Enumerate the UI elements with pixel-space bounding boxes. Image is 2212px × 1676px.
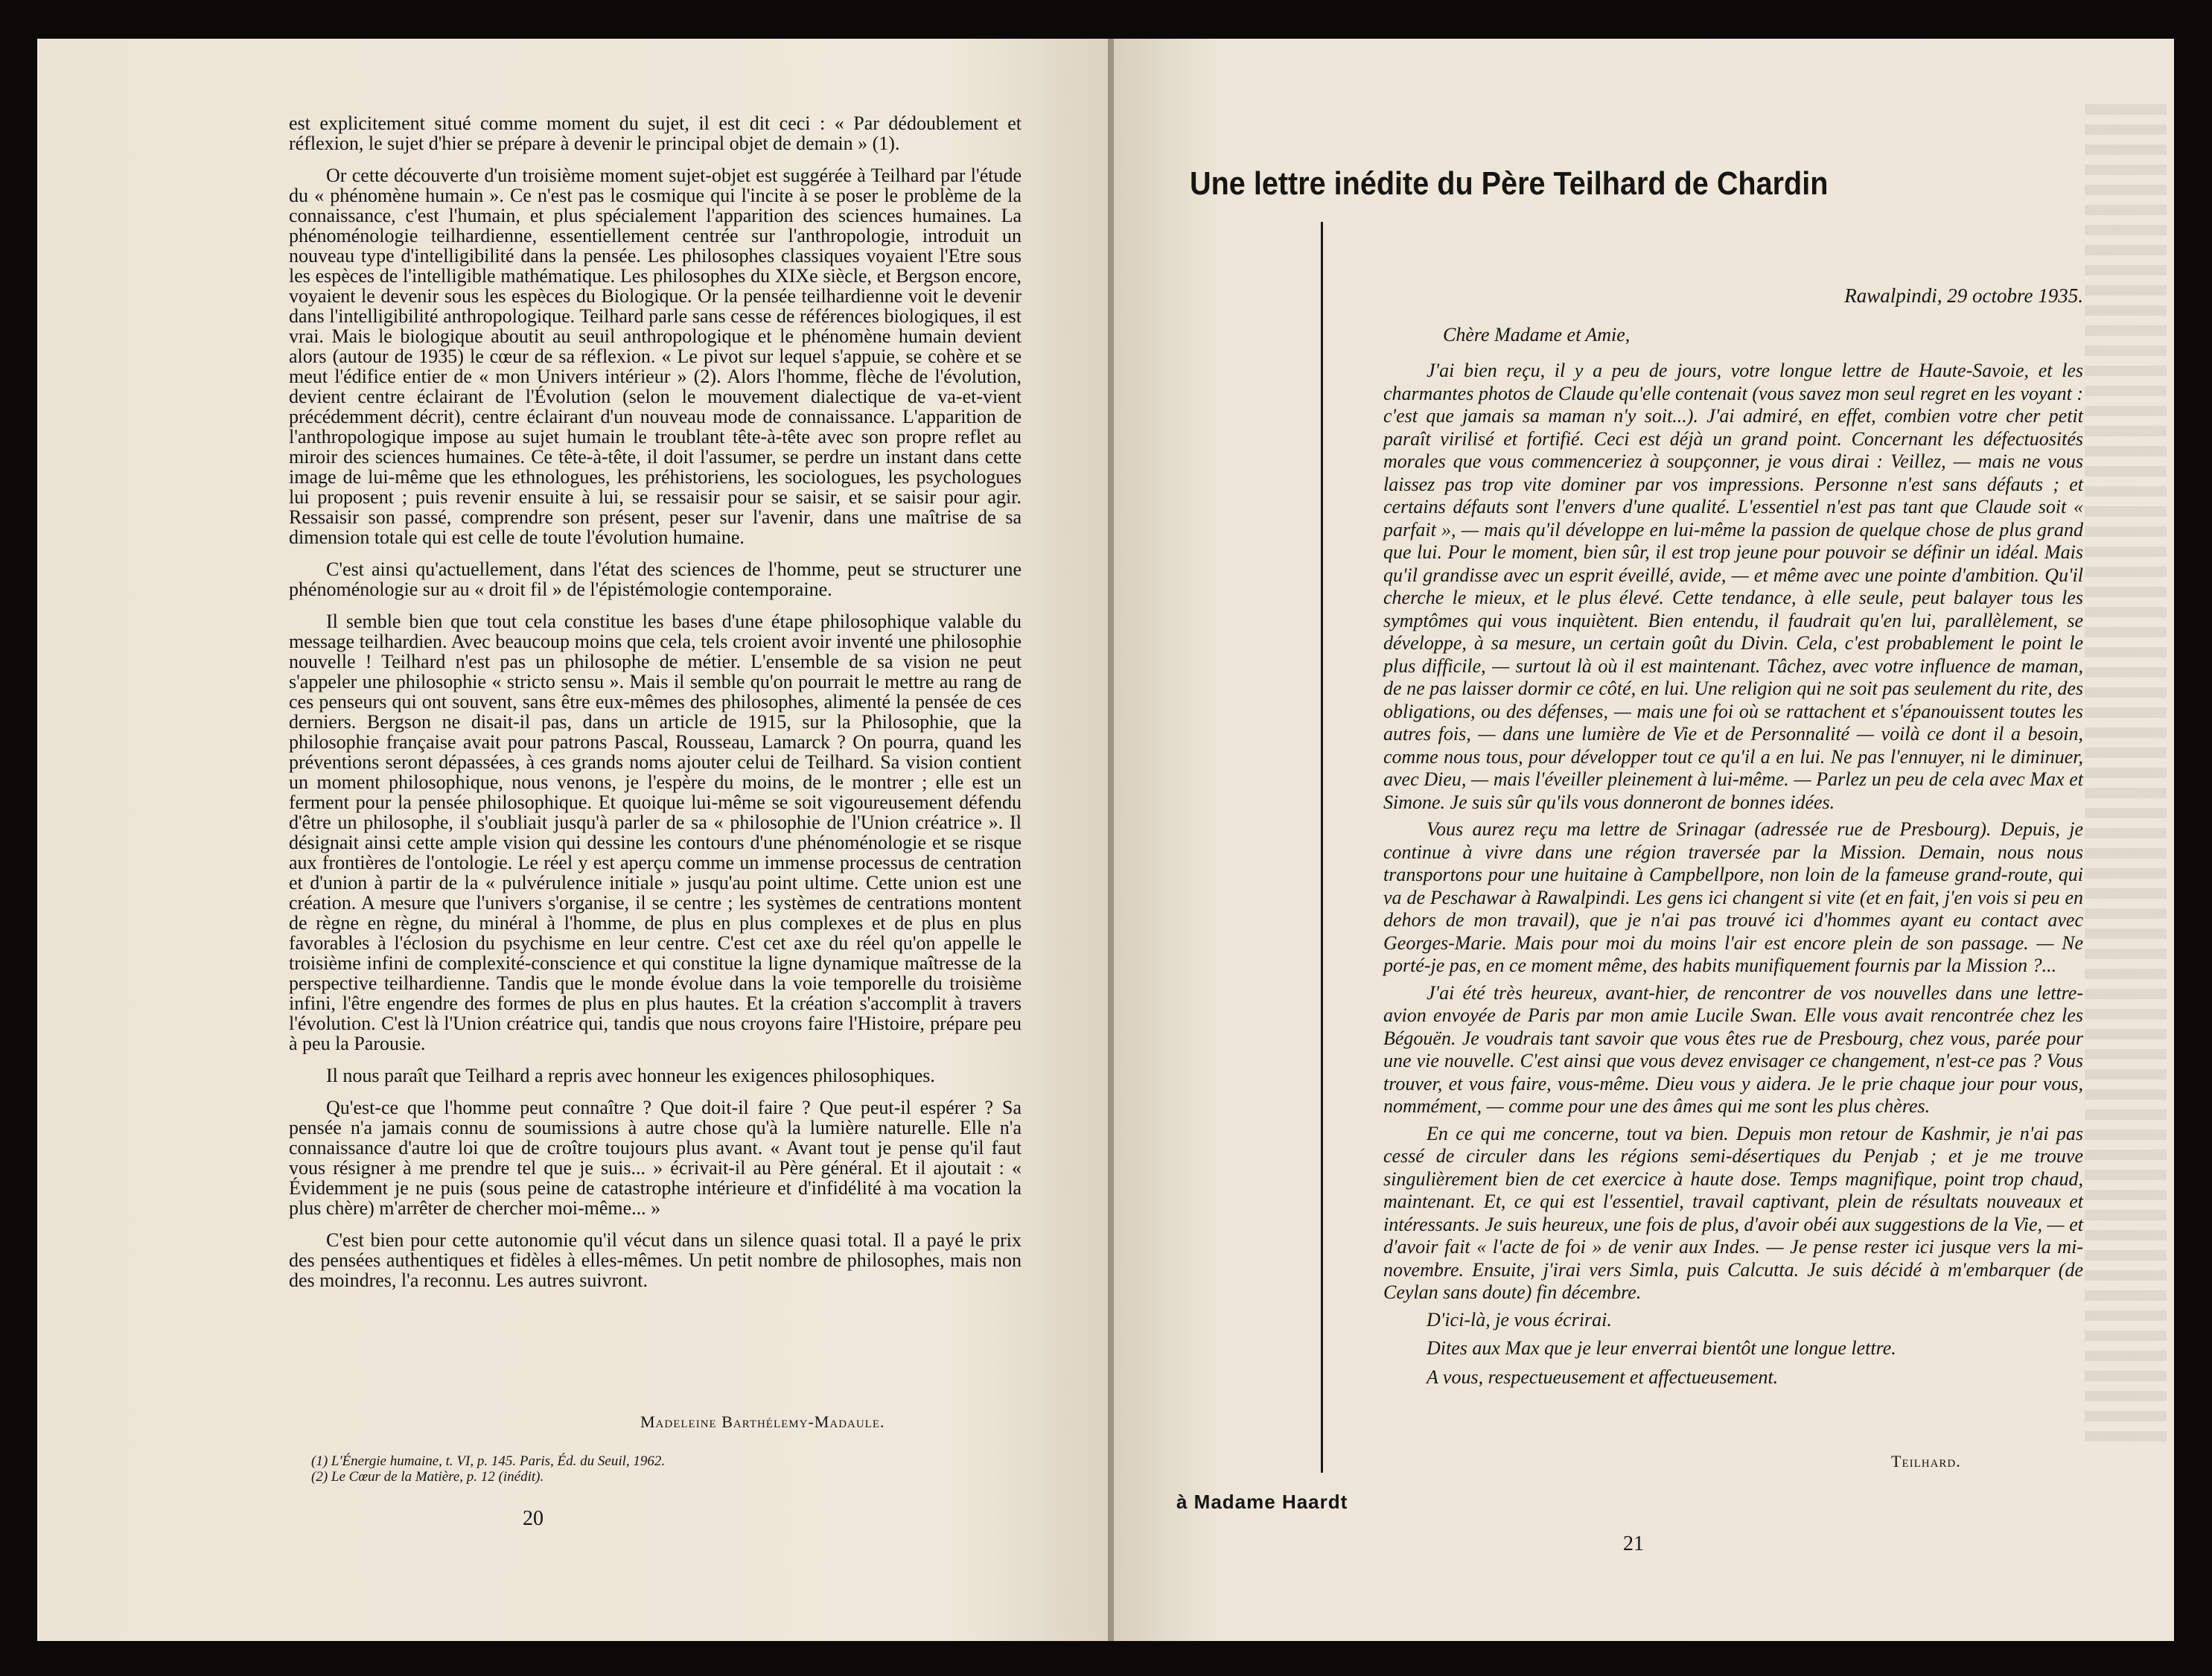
letter-salutation: Chère Madame et Amie, xyxy=(1443,323,1631,345)
letter-paragraph: J'ai bien reçu, il y a peu de jours, votre longue lettre de Haute-Savoie, et les charmantes photos de Claude qu'elle contenait (vous savez mon seul regret en les voyant : c'est que jamais sa maman n'y soit...). J'ai admiré, en effet, combien votre cher petit paraît virilisé et fortifié. Ceci est déjà un grand point. Concernant les défectuosités morales que vous commenceriez à soupçonner, je vous dirai : Veillez, — mais ne vous laissez pas trop vite dominer par vos impressions. Personne n'est sans défauts ; et certains défauts sont l'envers d'une qualité. L'essentiel n'est pas tant que Claude soit « parfait », — mais qu'il développe en lui-même la passion de quelque chose de plus grand que lui. Pour le moment, bien sûr, il est trop jeune pour pouvoir se définir un idéal. Mais qu'il grandisse avec un esprit éveillé, avide, — et même avec une pointe d'ambition. Qu'il cherche le mieux, et le plus élevé. Cette tendance, à elle seule, peut balayer tous les symptômes qui vous inquiètent. Bien entendu, il faudrait qu'en lui, parallèlement, se développe, à sa mesure, un certain goût du Divin. Cela, c'est probablement le point le plus difficile, — surtout là où il est maintenant. Tâchez, avec votre influence de maman, de ne pas laisser dormir ce côté, en lui. Une religion qui ne soit pas seulement du rite, des obligations, ou des défenses, — mais une foi où se rattachent et s'épanouissent toutes les autres fois, — dans une lumière de Vie et de Personnalité — voilà ce dont il a besoin, comme nous tous, pour développer tout ce qu'il a en lui. Ne pas l'ennuyer, ni le diminuer, avec Dieu, — mais l'éveiller pleinement à lui-même. — Parlez un peu de cela avec Max et Simone. Je suis sûr qu'ils vous donneront de bonnes idées. xyxy=(1383,360,2083,813)
letter-addressee: à Madame Haardt xyxy=(1176,1491,1348,1513)
essay-paragraph: C'est ainsi qu'actuellement, dans l'état des sciences de l'homme, peut se structurer une phénoménologie sur au « droit fil » de l'épistémologie contemporaine. xyxy=(289,558,1021,600)
footnote: (2) Le Cœur de la Matière, p. 12 (inédit). xyxy=(311,1469,544,1485)
letter-closing: D'ici-là, je vous écrirai. xyxy=(1427,1308,1612,1331)
essay-paragraph: C'est bien pour cette autonomie qu'il vécut dans un silence quasi total. Il a payé le prix des pensées authentiques et fidèles à elles-mêmes. Un petit nombre de philosophes, mais non des moindres, l'a reconnu. Les autres suivront. xyxy=(289,1229,1021,1291)
footnotes xyxy=(311,1453,981,1485)
vertical-rule xyxy=(1321,222,1323,1473)
essay-paragraph: Il semble bien que tout cela constitue les bases d'une étape philosophique valable du message teilhardien. Avec beaucoup moins que cela, tels croient avoir inventé une philosophie nouvelle ! Teilhard n'est pas un philosophe de métier. L'ensemble de sa vision ne peut s'appeler une philosophie « stricto sensu ». Mais il semble qu'on pourrait le mettre au rang de ces penseurs qui ont souvent, sans être eux-mêmes des philosophes, alimenté la pensée de ces derniers. Bergson ne disait-il pas, dans un article de 1915, sur la Philosophie, que la philosophie française avait pour patrons Pascal, Rousseau, Lamarck ? On pourra, quand les préventions seront dépassées, à ces grands noms ajouter celui de Teilhard. Sa vision contient un moment philosophique, nous venons, je l'espère du moins, de le montrer ; elle est un ferment pour la pensée philosophique. Et quoique lui-même se soit vigoureusement défendu d'être un philosophe, il s'oubliait jusqu'à parler de sa « philosophie de l'Union créatrice ». Il désignait ainsi cette ample vision qui dessine les contours d'une phénoménologie et se risque aux frontières de l'ontologie. Le réel y est aperçu comme un immense processus de centration et d'union à partir de la « pulvérulence initiale » jusqu'au point ultime. Cette union est une création. A mesure que l'univers s'organise, il se centre ; les systèmes de centrations montent de règne en règne, du minéral à l'homme, de plus en plus complexes et de plus en plus favorables à l'éclosion du psychisme en leur centre. C'est cet axe du réel qu'on appelle le troisième infini de complexité-conscience et qui constitue la ligne dynamique maîtresse de la perspective teilhardienne. Tandis que le monde évolue dans la voie temporelle du troisième infini, l'être engendre des formes de plus en plus hautes. Et la création s'accomplit à travers l'évolution. C'est là l'Union créatrice qui, tandis que nous croyons faire l'Histoire, prépare peu à peu la Parousie. xyxy=(289,611,1021,1054)
essay-paragraph: est explicitement situé comme moment du sujet, il est dit ceci : « Par dédoublement et réflexion, le sujet d'hier se prépare à devenir le principal objet de demain » (1). xyxy=(289,112,1021,154)
letter-dateline: Rawalpindi, 29 octobre 1935. xyxy=(1844,284,2083,307)
essay-paragraph: Il nous paraît que Teilhard a repris avec honneur les exigences philosophiques. xyxy=(326,1065,935,1086)
essay-paragraph: Or cette découverte d'un troisième moment sujet-objet est suggérée à Teilhard par l'étude du « phénomène humain ». Ce n'est pas le cosmique qui l'incite à se poser le problème de la connaissance, c'est l'humain, et plus spécialement l'apparition des sciences humaines. La phénoménologie teilhardienne, essentiellement centrée sur l'anthropologie, introduit un nouveau type d'intelligibilité dans la pensée. Les philosophes classiques voyaient l'Etre sous les espèces de l'intelligible mathématique. Les philosophes du XIXe siècle, et Bergson encore, voyaient le devenir sous les espèces du Biologique. Or la pensée teilhardienne voit le devenir dans l'intelligibilité anthropologique. Teilhard parle sans cesse de références biologiques, il est vrai. Mais le biologique aboutit au seuil anthropologique et le phénomène humain devient alors (autour de 1935) le cœur de sa réflexion. « Le pivot sur lequel s'appuie, se cohère et se meut l'édifice entier de « mon Univers intérieur » (2). Alors l'homme, flèche de l'évolution, devient centre éclairant de l'Évolution (selon le mouvement dialectique de va-et-vient précédemment décrit), centre éclairant d'un nouveau mode de connaissance. L'apparition de l'anthropologique impose au sujet humain le troublant tête-à-tête avec son propre reflet au miroir des sciences humaines. Ce tête-à-tête, il doit l'assumer, se perdre un instant dans cette image de lui-même que les ethnologues, les préhistoriens, les sociologues, les psychologues lui proposent ; puis revenir ensuite à lui, se ressaisir pour se saisir, et se saisir pour agir. Ressaisir son passé, comprendre son présent, peser sur l'avenir, dans une maîtrise de sa dimension totale qui est celle de toute l'évolution humaine. xyxy=(289,165,1021,548)
footnote: (1) L'Énergie humaine, t. VI, p. 145. Paris, Éd. du Seuil, 1962. xyxy=(311,1453,666,1469)
letter-closing: A vous, respectueusement et affectueusement. xyxy=(1427,1366,1779,1388)
page-number-left: 20 xyxy=(523,1507,544,1530)
letter-text-column xyxy=(1383,284,2083,1395)
essay-text-column xyxy=(289,113,1021,1302)
letter-paragraph: Vous aurez reçu ma lettre de Srinagar (adressée rue de Presbourg). Depuis, je continue à vivre dans une région traversée par la Mission. Demain, nous nous transportons pour une huitaine à Campbellpore, non loin de la fameuse grand-route, qui va de Peschawar à Rawalpindi. Les gens ici changent si vite (et en fait, j'en vois si peu en dehors de mon travail), que je n'ai pas trouvé ici d'hommes ayant eu contact avec Georges-Marie. Mais pour moi du moins l'air est encore plein de son passage. — Ne porté-je pas, en ce moment même, des habits munifiquement fournis par la Mission ?... xyxy=(1383,818,2083,976)
letter-paragraph: En ce qui me concerne, tout va bien. Depuis mon retour de Kashmir, je n'ai pas cessé de circuler dans les régions semi-désertiques du Penjab ; et je me trouve singulièrement bien de cet exercice à haute dose. Temps magnifique, point trop chaud, maintenant. Et, ce qui est l'essentiel, travail captivant, plein de résultats nouveaux et intéressants. Je suis heureux, une fois de plus, d'avoir obéi aux suggestions de la Vie, — et d'avoir fait « l'acte de foi » de venir aux Indes. — Je pense rester ici jusque vers la mi-novembre. Ensuite, j'irai vers Simla, puis Calcutta. Je suis décidé à m'embarquer (de Ceylan sans doute) fin décembre. xyxy=(1383,1122,2083,1303)
page-number-right: 21 xyxy=(1623,1532,1644,1555)
essay-paragraph: Qu'est-ce que l'homme peut connaître ? Que doit-il faire ? Que peut-il espérer ? Sa pensée n'a jamais connu de soumissions à autre chose qu'à la lumière naturelle. Elle n'a connaissance d'autre loi que de croître toujours plus avant. « Avant tout je pense qu'il faut vous résigner à me prendre tel que je suis... » écrivait-il au Père général. Et il ajoutait : « Évidemment je ne puis (sous peine de catastrophe intérieure et d'infidélité à ma vocation la plus chère) m'arrêter de chercher moi-même... » xyxy=(289,1097,1021,1219)
letter-paragraph: J'ai été très heureux, avant-hier, de rencontrer de vos nouvelles dans une lettre-avion envoyée de Paris par mon amie Lucile Swan. Elle vous avait rencontrée chez les Bégouën. Je voudrais tant savoir que vous êtes rue de Presbourg, chez vous, parée pour une vie nouvelle. C'est ainsi que vous devez envisager ce changement, n'est-ce pas ? Vous trouver, et vous faire, vous-même. Dieu vous y aidera. Je le prie chaque jour pour vous, nommément, — comme pour une des âmes qui me sont les plus chères. xyxy=(1383,981,2083,1117)
letter-closing: Dites aux Max que je leur enverrai bientôt une longue lettre. xyxy=(1427,1337,1896,1359)
show-through-text xyxy=(2085,104,2167,1444)
letter-title: Une lettre inédite du Père Teilhard de Chardin xyxy=(1190,165,1829,202)
author-signature: Madeleine Barthélemy-Madaule. xyxy=(640,1412,885,1431)
letter-signature: Teilhard. xyxy=(1891,1452,1961,1471)
